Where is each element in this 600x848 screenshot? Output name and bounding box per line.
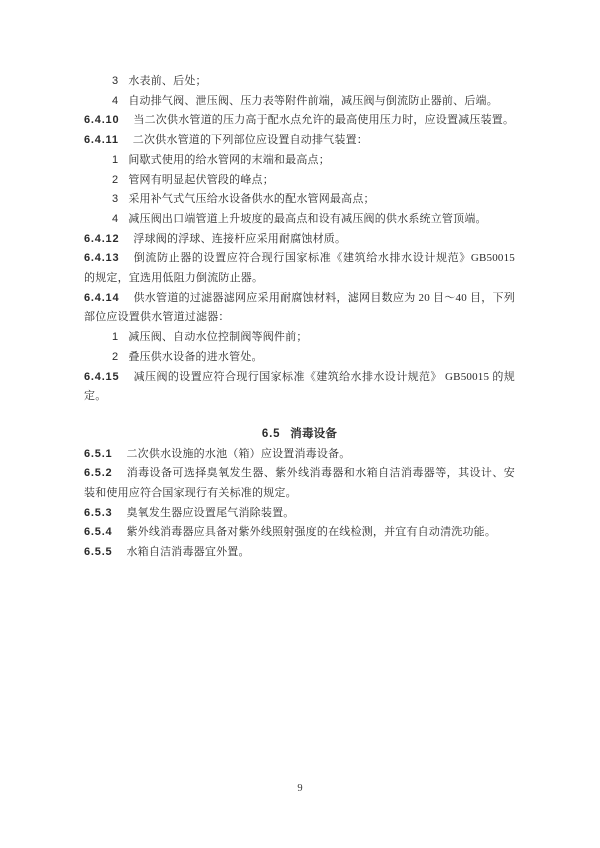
clause-number: 6.5.2	[84, 467, 113, 480]
clause-line	[84, 464, 515, 503]
clause-line	[84, 368, 515, 407]
clause-line	[84, 543, 515, 563]
clause-number: 6.5.5	[84, 546, 113, 559]
clause-text: 供水管道的过滤器滤网应采用耐腐蚀材料，滤网目数应为 20 目～40 目，下列部位应设置供水管道过滤器：	[84, 291, 515, 324]
clause-number: 6.4.13	[84, 252, 120, 265]
clause-text: 二次供水设施的水池（箱）应设置消毒设备。	[126, 447, 351, 460]
clause-number: 6.4.11	[84, 134, 119, 147]
item-number: 4	[112, 94, 119, 107]
clause-text: 紫外线消毒器应具备对紫外线照射强度的在线检测，并宜有自动清洗功能。	[126, 526, 497, 539]
item-number: 4	[112, 212, 119, 225]
clause-text: 减压阀、自动水位控制阀等阀件前；	[128, 331, 308, 344]
list-item	[84, 348, 515, 368]
list-item	[84, 92, 515, 112]
clause-text: 减压阀出口端管道上升坡度的最高点和设有减压阀的供水系统立管顶端。	[128, 212, 487, 225]
item-number: 2	[112, 173, 119, 186]
clause-text: 当二次供水管道的压力高于配水点允许的最高使用压力时，应设置减压装置。	[133, 114, 515, 127]
page-number: 9	[297, 783, 303, 794]
clause-text: 水表前、后处；	[128, 75, 207, 87]
list-item	[84, 328, 515, 348]
clause-text: 自动排气阀、泄压阀、压力表等附件前端，减压阀与倒流防止器前、后端。	[128, 94, 498, 107]
clause-text: 管网有明显起伏管段的峰点；	[128, 173, 274, 186]
clause-line	[84, 111, 515, 131]
list-item	[84, 190, 515, 210]
document-content	[84, 72, 515, 563]
clause-line	[84, 249, 515, 288]
list-item	[84, 72, 515, 92]
clause-number: 6.5	[261, 427, 281, 440]
list-item	[84, 151, 515, 171]
clause-line	[84, 131, 515, 151]
item-number: 1	[112, 153, 119, 166]
list-item	[84, 171, 515, 191]
clause-text: 叠压供水设备的进水管处。	[128, 350, 263, 363]
clause-number: 6.5.1	[84, 447, 113, 460]
clause-line	[84, 445, 515, 465]
clause-number: 6.4.10	[84, 114, 120, 127]
clause-text: 减压阀的设置应符合现行国家标准《建筑给水排水设计规范》 GB50015 的规定。	[84, 370, 515, 403]
clause-line	[84, 230, 515, 250]
clause-text: 浮球阀的浮球、连接杆应采用耐腐蚀材质。	[133, 232, 347, 245]
item-number: 3	[112, 193, 119, 206]
clause-line	[84, 504, 515, 524]
clause-number: 6.5.4	[84, 526, 113, 539]
item-number: 2	[112, 350, 119, 363]
item-number: 1	[112, 331, 119, 344]
clause-text: 间歇式使用的给水管网的末端和最高点；	[128, 153, 330, 166]
clause-text: 倒流防止器的设置应符合现行国家标准《建筑给水排水设计规范》GB50015 的规定，宜选用低阻力倒流防止器。	[84, 252, 515, 285]
clause-text: 采用补气式气压给水设备供水的配水管网最高点；	[128, 193, 375, 206]
clause-number: 6.4.12	[84, 232, 120, 245]
section-heading-text: 消毒设备	[290, 427, 338, 440]
clause-text: 水箱自洁消毒器宜外置。	[126, 546, 250, 559]
clause-text: 臭氧发生器应设置尾气消除装置。	[126, 506, 295, 519]
item-number: 3	[112, 75, 119, 87]
clause-line	[84, 289, 515, 328]
clause-number: 6.4.14	[84, 291, 120, 304]
clause-number: 6.4.15	[84, 370, 120, 383]
clause-text: 消毒设备可选择臭氧发生器、紫外线消毒器和水箱自洁消毒器等，其设计、安装和使用应符合国家现行有关标准的规定。	[84, 467, 515, 500]
list-item	[84, 210, 515, 230]
section-heading	[84, 425, 515, 445]
clause-number: 6.5.3	[84, 506, 113, 519]
clause-text: 二次供水管道的下列部位应设置自动排气装置：	[132, 134, 368, 147]
clause-line	[84, 523, 515, 543]
